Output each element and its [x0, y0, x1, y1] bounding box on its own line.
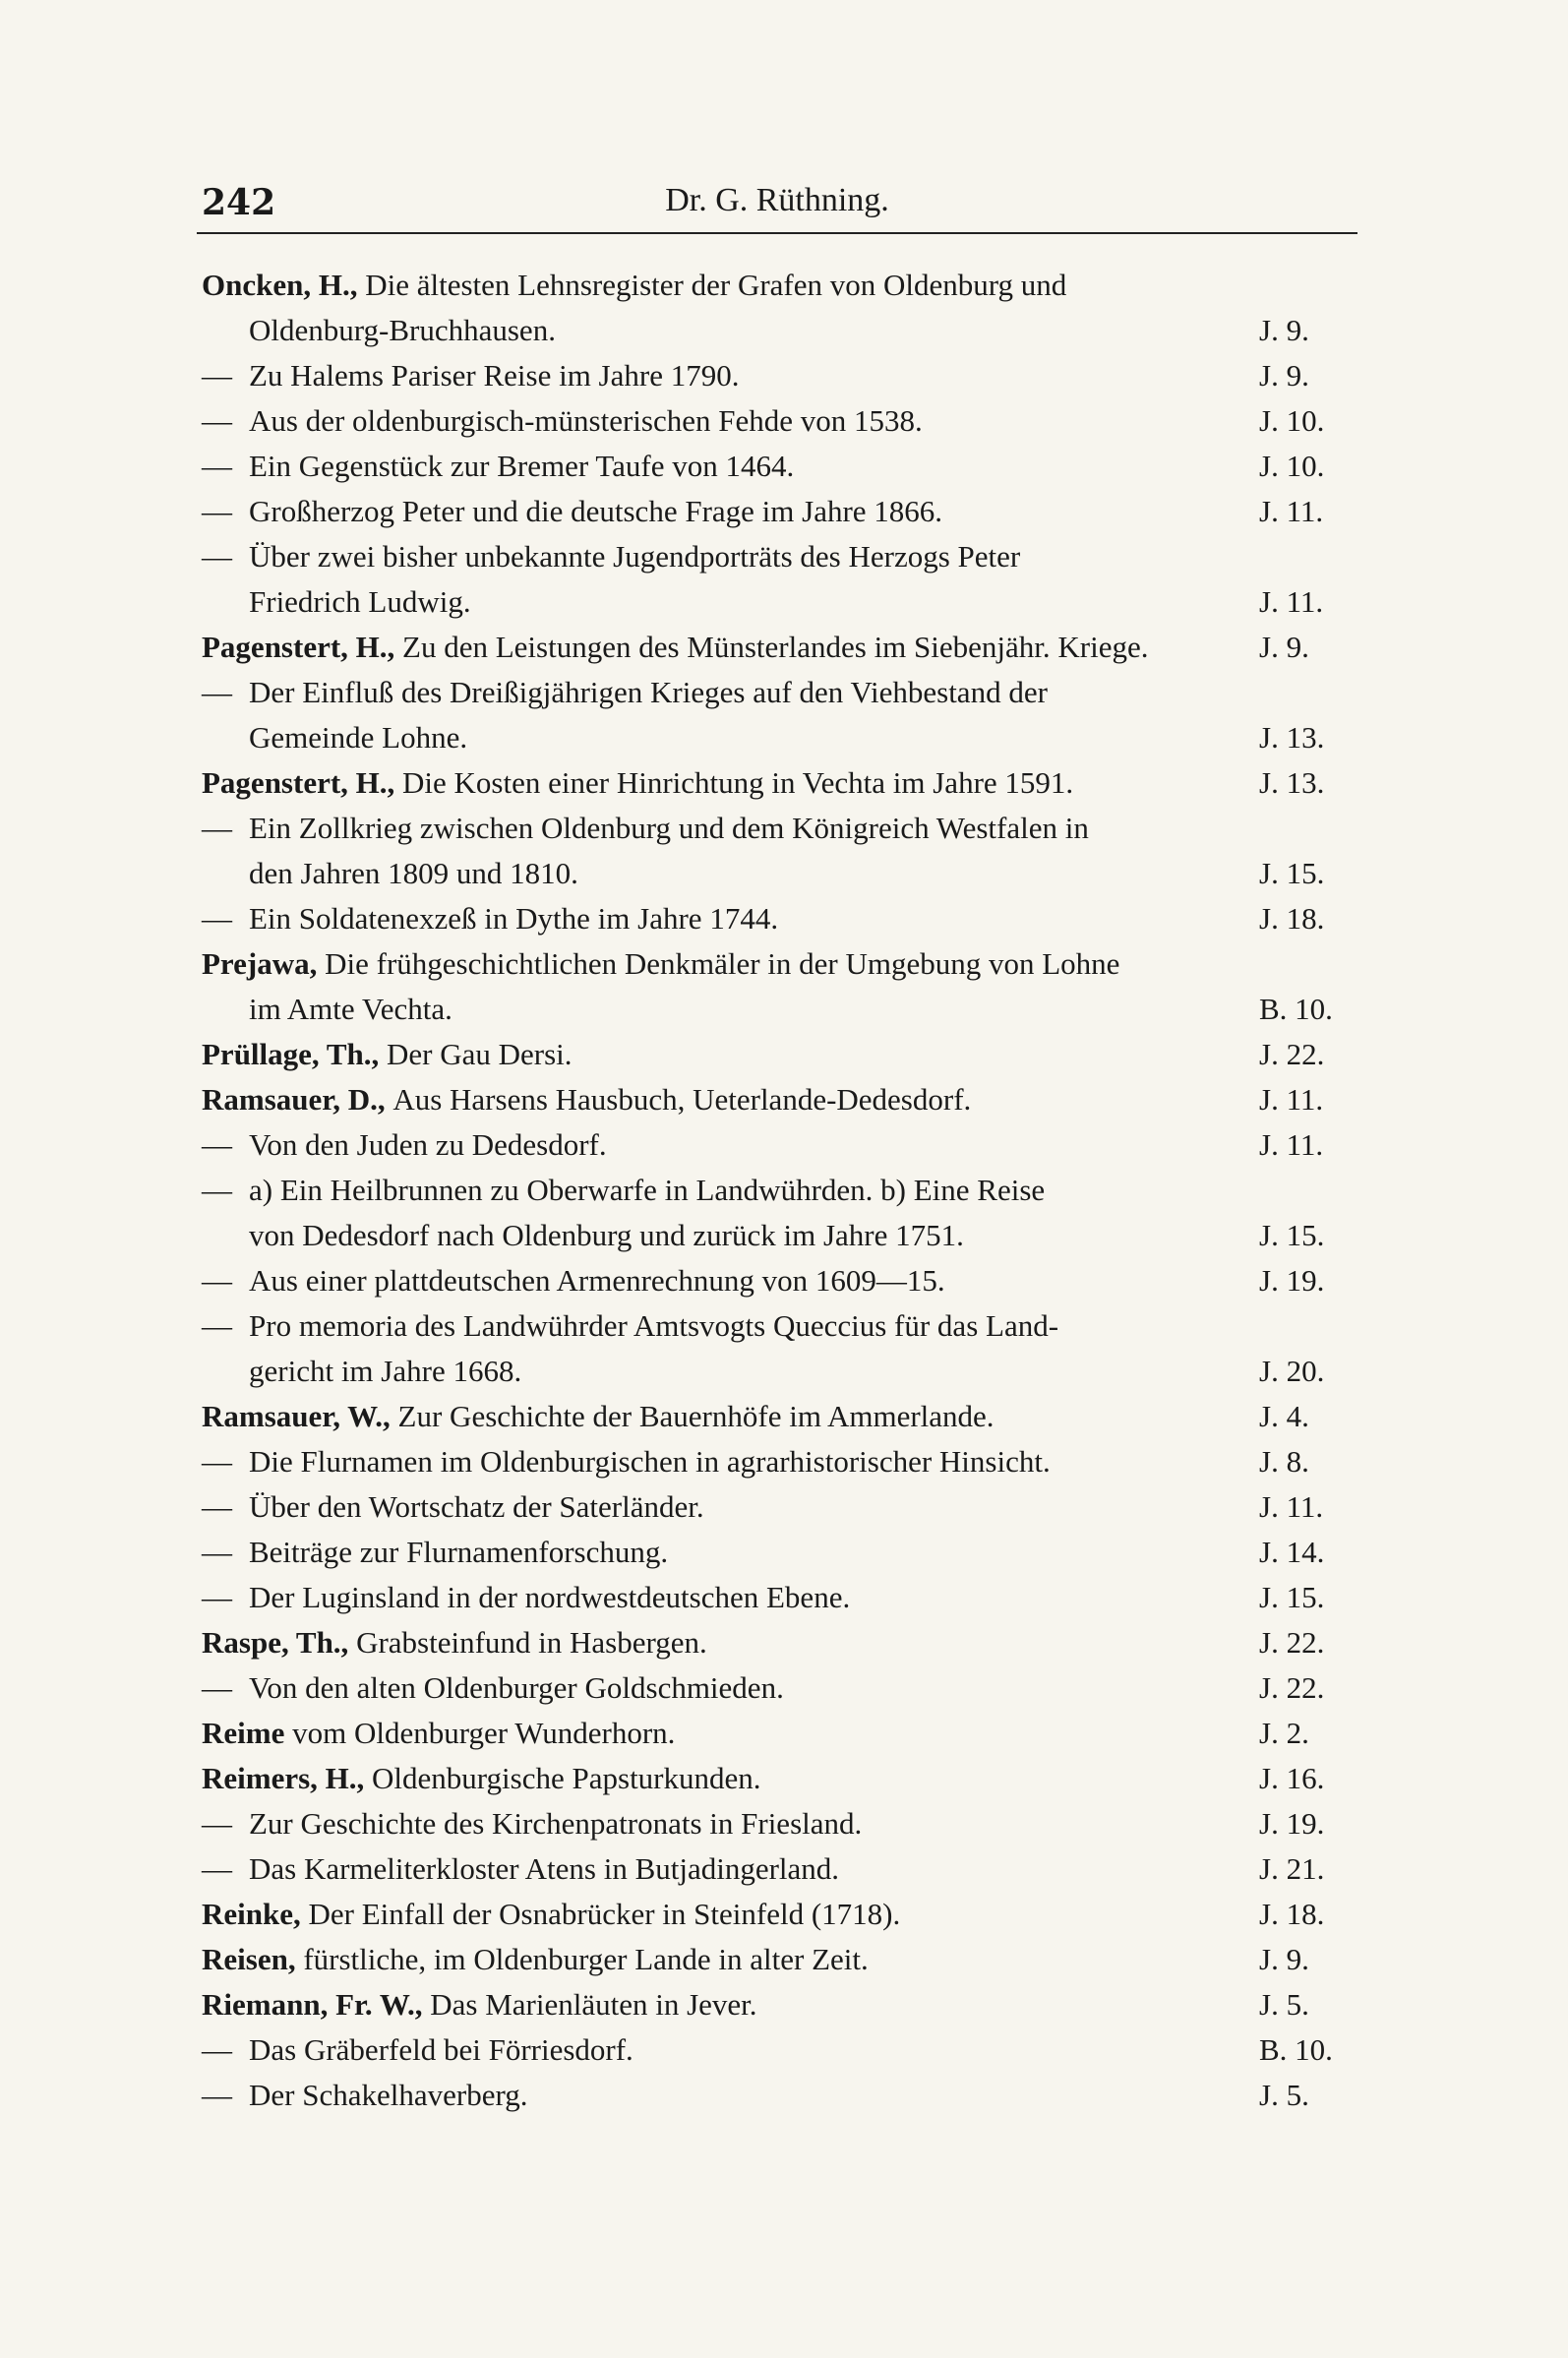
author-name: Pagenstert, H.,	[202, 765, 403, 800]
bib-entry	[202, 1173, 1353, 1208]
volume-reference: J. 11.	[1259, 1082, 1324, 1117]
ditto-dash: —	[202, 449, 232, 483]
ditto-dash: —	[202, 1173, 232, 1207]
bib-entry	[202, 1625, 1353, 1661]
bib-entry	[202, 1851, 1353, 1887]
volume-reference: J. 14.	[1259, 1535, 1325, 1569]
entry-text: Ein Gegenstück zur Bremer Taufe von 1464.	[249, 449, 795, 483]
bib-entry	[202, 720, 1353, 756]
page-header	[202, 182, 1353, 227]
author-name: Reisen,	[202, 1942, 304, 1976]
author-name: Ramsauer, W.,	[202, 1399, 398, 1433]
ditto-dash: —	[202, 1127, 232, 1162]
entry-text: den Jahren 1809 und 1810.	[249, 856, 578, 890]
bib-entry	[202, 1580, 1353, 1615]
author-name: Pagenstert, H.,	[202, 630, 403, 664]
entry-text: gericht im Jahre 1668.	[249, 1354, 522, 1388]
ditto-dash: —	[202, 1806, 232, 1841]
bib-entry	[202, 358, 1353, 393]
entry-text: Von den alten Oldenburger Goldschmieden.	[249, 1670, 784, 1705]
entry-text: Die ältesten Lehnsregister der Grafen von Oldenburg und	[365, 268, 1067, 302]
entry-text: im Amte Vechta.	[249, 992, 452, 1026]
bib-entry	[202, 1308, 1353, 1344]
bib-entry	[202, 856, 1353, 891]
bib-entry	[202, 2032, 1353, 2068]
bib-entry	[202, 675, 1353, 710]
entry-text: Die Flurnamen im Oldenburgischen in agrarhistorischer Hinsicht.	[249, 1444, 1051, 1479]
entry-text: Die frühgeschichtlichen Denkmäler in der Umgebung von Lohne	[325, 946, 1120, 981]
entry-text: fürstliche, im Oldenburger Lande in alter Zeit.	[303, 1942, 869, 1976]
ditto-dash: —	[202, 1670, 232, 1705]
volume-reference: J. 22.	[1259, 1670, 1325, 1705]
volume-reference: J. 5.	[1259, 2078, 1309, 2112]
bib-entry	[202, 1218, 1353, 1253]
entry-text: Großherzog Peter und die deutsche Frage im Jahre 1866.	[249, 494, 943, 528]
bib-entry	[202, 1716, 1353, 1751]
entry-text: Oldenburgische Papsturkunden.	[372, 1761, 761, 1795]
volume-reference: J. 20.	[1259, 1354, 1325, 1388]
entry-text: Das Marienläuten in Jever.	[430, 1987, 757, 2022]
author-name: Reimers, H.,	[202, 1761, 373, 1795]
bib-entry	[202, 630, 1353, 665]
entry-text: Über zwei bisher unbekannte Jugendporträts des Herzogs Peter	[249, 539, 1021, 574]
bib-entry	[202, 1399, 1353, 1434]
entry-text: Das Karmeliterkloster Atens in Butjadingerland.	[249, 1851, 840, 1886]
entry-text: Der Luginsland in der nordwestdeutschen Ebene.	[249, 1580, 851, 1614]
volume-reference: J. 16.	[1259, 1761, 1325, 1795]
entry-text: Zu den Leistungen des Münsterlandes im Siebenjähr. Kriege.	[402, 630, 1149, 664]
volume-reference: B. 10.	[1259, 2032, 1333, 2067]
volume-reference: J. 9.	[1259, 1942, 1309, 1976]
ditto-dash: —	[202, 1489, 232, 1524]
volume-reference: J. 4.	[1259, 1399, 1309, 1433]
volume-reference: J. 21.	[1259, 1851, 1325, 1886]
ditto-dash: —	[202, 811, 232, 845]
ditto-dash: —	[202, 1851, 232, 1886]
volume-reference: B. 10.	[1259, 992, 1333, 1026]
entry-text: Aus Harsens Hausbuch, Ueterlande-Dedesdorf.	[392, 1082, 972, 1117]
bib-entry	[202, 1897, 1353, 1932]
volume-reference: J. 10.	[1259, 403, 1325, 438]
entry-text: von Dedesdorf nach Oldenburg und zurück im Jahre 1751.	[249, 1218, 964, 1252]
author-name: Ramsauer, D.,	[202, 1082, 393, 1117]
bib-entry	[202, 992, 1353, 1027]
bib-entry	[202, 2078, 1353, 2113]
entry-text: Grabsteinfund in Hasbergen.	[356, 1625, 707, 1660]
volume-reference: J. 2.	[1259, 1716, 1309, 1750]
volume-reference: J. 15.	[1259, 856, 1325, 890]
entry-text: Ein Zollkrieg zwischen Oldenburg und dem Königreich Westfalen in	[249, 811, 1089, 845]
author-name: Reinke,	[202, 1897, 309, 1931]
entry-text: Das Gräberfeld bei Förriesdorf.	[249, 2032, 633, 2067]
bib-entry	[202, 313, 1353, 348]
bib-entry	[202, 1444, 1353, 1480]
bib-entry	[202, 1761, 1353, 1796]
bib-entry	[202, 268, 1353, 303]
volume-reference: J. 11.	[1259, 494, 1324, 528]
volume-reference: J. 19.	[1259, 1806, 1325, 1841]
entry-text: a) Ein Heilbrunnen zu Oberwarfe in Landwührden. b) Eine Reise	[249, 1173, 1046, 1207]
volume-reference: J. 10.	[1259, 449, 1325, 483]
volume-reference: J. 22.	[1259, 1625, 1325, 1660]
ditto-dash: —	[202, 1308, 232, 1343]
entry-text: Zu Halems Pariser Reise im Jahre 1790.	[249, 358, 740, 393]
volume-reference: J. 5.	[1259, 1987, 1309, 2022]
entry-text: Aus einer plattdeutschen Armenrechnung von 1609—15.	[249, 1263, 945, 1298]
entry-text: Ein Soldatenexzeß in Dythe im Jahre 1744.	[249, 901, 779, 936]
author-name: Prüllage, Th.,	[202, 1037, 388, 1071]
running-title: Dr. G. Rüthning.	[665, 182, 889, 218]
bib-entry	[202, 449, 1353, 484]
volume-reference: J. 9.	[1259, 630, 1309, 664]
entry-text: Oldenburg-Bruchhausen.	[249, 313, 556, 347]
ditto-dash: —	[202, 1580, 232, 1614]
entry-text: Über den Wortschatz der Saterländer.	[249, 1489, 704, 1524]
entry-text: Der Einfluß des Dreißigjährigen Krieges auf den Viehbestand der	[249, 675, 1048, 709]
entry-text: Pro memoria des Landwührder Amtsvogts Queccius für das Land-	[249, 1308, 1059, 1343]
bib-entry	[202, 1037, 1353, 1072]
bib-entry	[202, 1489, 1353, 1525]
bib-entry	[202, 1806, 1353, 1842]
ditto-dash: —	[202, 2078, 232, 2112]
volume-reference: J. 11.	[1259, 584, 1324, 619]
volume-reference: J. 18.	[1259, 1897, 1325, 1931]
entry-text: Aus der oldenburgisch-münsterischen Fehde von 1538.	[249, 403, 923, 438]
volume-reference: J. 13.	[1259, 765, 1325, 800]
bib-entry	[202, 494, 1353, 529]
entry-text: Der Einfall der Osnabrücker in Steinfeld (1718).	[308, 1897, 901, 1931]
bib-entry	[202, 811, 1353, 846]
bib-entry	[202, 765, 1353, 801]
bib-entry	[202, 1535, 1353, 1570]
bib-entry	[202, 1127, 1353, 1163]
volume-reference: J. 11.	[1259, 1489, 1324, 1524]
bib-entry	[202, 946, 1353, 982]
bib-entry	[202, 901, 1353, 937]
bib-entry	[202, 584, 1353, 620]
author-name: Reime	[202, 1716, 293, 1750]
author-name: Raspe, Th.,	[202, 1625, 357, 1660]
author-name: Prejawa,	[202, 946, 326, 981]
bib-entry	[202, 539, 1353, 574]
ditto-dash: —	[202, 901, 232, 936]
entry-text: Der Schakelhaverberg.	[249, 2078, 528, 2112]
author-name: Riemann, Fr. W.,	[202, 1987, 431, 2022]
entry-text: Zur Geschichte des Kirchenpatronats in Friesland.	[249, 1806, 863, 1841]
ditto-dash: —	[202, 1444, 232, 1479]
entry-text: Zur Geschichte der Bauernhöfe im Ammerlande.	[397, 1399, 995, 1433]
entry-text: Der Gau Dersi.	[387, 1037, 573, 1071]
entry-text: Gemeinde Lohne.	[249, 720, 468, 755]
ditto-dash: —	[202, 494, 232, 528]
entry-text: Von den Juden zu Dedesdorf.	[249, 1127, 607, 1162]
volume-reference: J. 15.	[1259, 1218, 1325, 1252]
volume-reference: J. 9.	[1259, 313, 1309, 347]
ditto-dash: —	[202, 403, 232, 438]
bib-entry	[202, 1987, 1353, 2023]
ditto-dash: —	[202, 1535, 232, 1569]
volume-reference: J. 8.	[1259, 1444, 1309, 1479]
ditto-dash: —	[202, 1263, 232, 1298]
page-number: 242	[202, 182, 276, 223]
entry-text: vom Oldenburger Wunderhorn.	[292, 1716, 676, 1750]
bib-entry	[202, 403, 1353, 439]
volume-reference: J. 18.	[1259, 901, 1325, 936]
ditto-dash: —	[202, 539, 232, 574]
volume-reference: J. 15.	[1259, 1580, 1325, 1614]
bib-entry	[202, 1082, 1353, 1118]
ditto-dash: —	[202, 358, 232, 393]
volume-reference: J. 9.	[1259, 358, 1309, 393]
entry-text: Die Kosten einer Hinrichtung in Vechta im Jahre 1591.	[402, 765, 1074, 800]
bib-entry	[202, 1263, 1353, 1299]
volume-reference: J. 11.	[1259, 1127, 1324, 1162]
volume-reference: J. 22.	[1259, 1037, 1325, 1071]
bib-entry	[202, 1670, 1353, 1706]
bib-entry	[202, 1942, 1353, 1977]
ditto-dash: —	[202, 675, 232, 709]
author-name: Oncken, H.,	[202, 268, 366, 302]
bib-entry	[202, 1354, 1353, 1389]
header-rule	[197, 232, 1357, 234]
ditto-dash: —	[202, 2032, 232, 2067]
volume-reference: J. 19.	[1259, 1263, 1325, 1298]
volume-reference: J. 13.	[1259, 720, 1325, 755]
entry-text: Beiträge zur Flurnamenforschung.	[249, 1535, 669, 1569]
entry-text: Friedrich Ludwig.	[249, 584, 471, 619]
